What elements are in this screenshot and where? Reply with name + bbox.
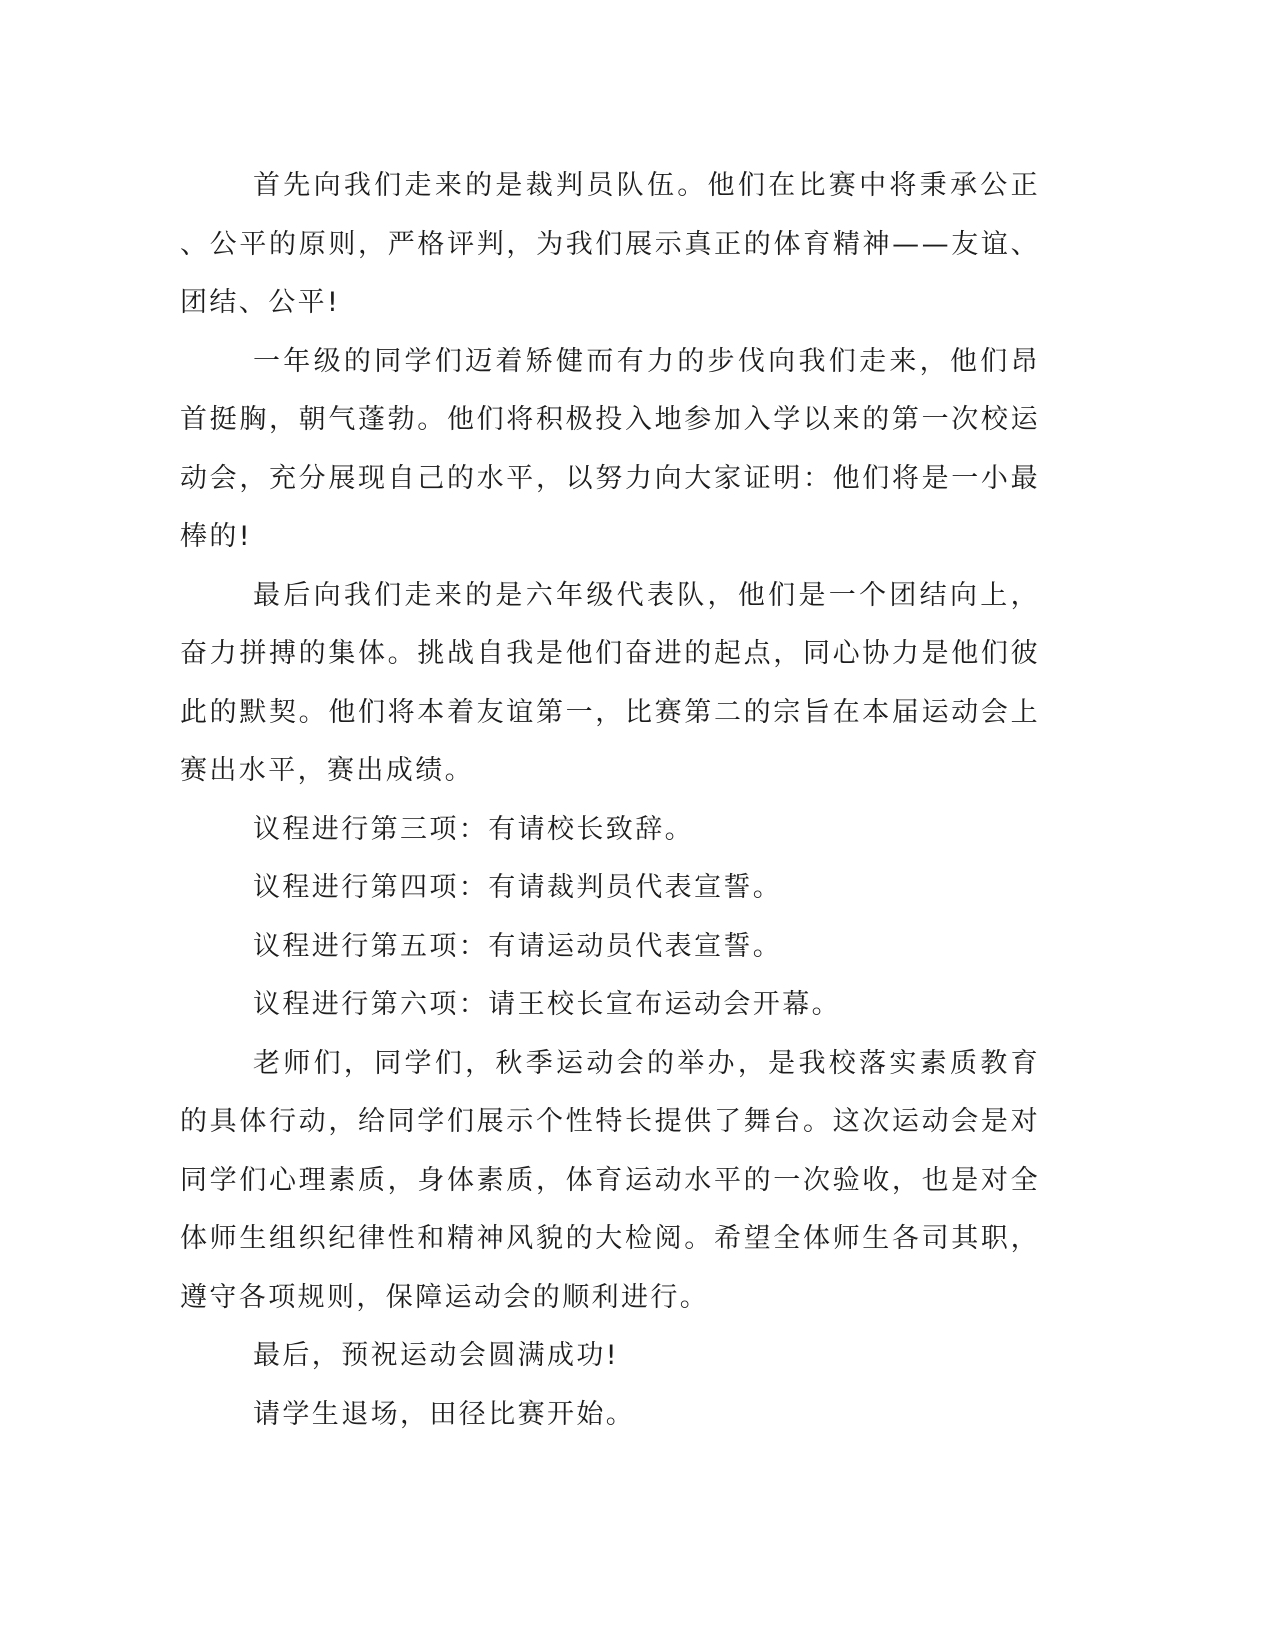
agenda-item-4: 议程进行第四项：有请裁判员代表宣誓。 [253,872,783,903]
agenda-item-3: 议程进行第三项：有请校长致辞。 [253,813,694,845]
agenda-item-6: 议程进行第六项：请王校长宣布运动会开幕。 [253,989,841,1020]
paragraph-dismissal: 请学生退场，田径比赛开始。 [253,1398,636,1430]
paragraph-closing-remarks: 老师们，同学们，秋季运动会的举办，是我校落实素质教育的具体行动，给同学们展示个性特长提供了舞台。这次运动会是对同学们心理素质，身体素质，体育运动水平的一次验收，也是对全体师生组织纪律性和精神风貌的大检阅。希望全体师生各司其职，遵守各项规则，保障运动会的顺利进行。 [180,1047,1040,1313]
document-body [180,157,1040,1444]
paragraph-grade-six: 最后向我们走来的是六年级代表队，他们是一个团结向上，奋力拼搏的集体。挑战自我是他们奋进的起点，同心协力是他们彼此的默契。他们将本着友谊第一，比赛第二的宗旨在本届运动会上赛出水平，赛出成绩。 [180,579,1040,786]
paragraph-grade-one: 一年级的同学们迈着矫健而有力的步伐向我们走来，他们昂首挺胸，朝气蓬勃。他们将积极投入地参加入学以来的第一次校运动会，充分展现自己的水平，以努力向大家证明：他们将是一小最棒的! [180,345,1040,552]
paragraph-referee-team: 首先向我们走来的是裁判员队伍。他们在比赛中将秉承公正、公平的原则，严格评判，为我们展示真正的体育精神——友谊、团结、公平! [180,170,1040,318]
agenda-item-5: 议程进行第五项：有请运动员代表宣誓。 [253,930,783,962]
paragraph-best-wishes: 最后，预祝运动会圆满成功! [253,1340,620,1371]
